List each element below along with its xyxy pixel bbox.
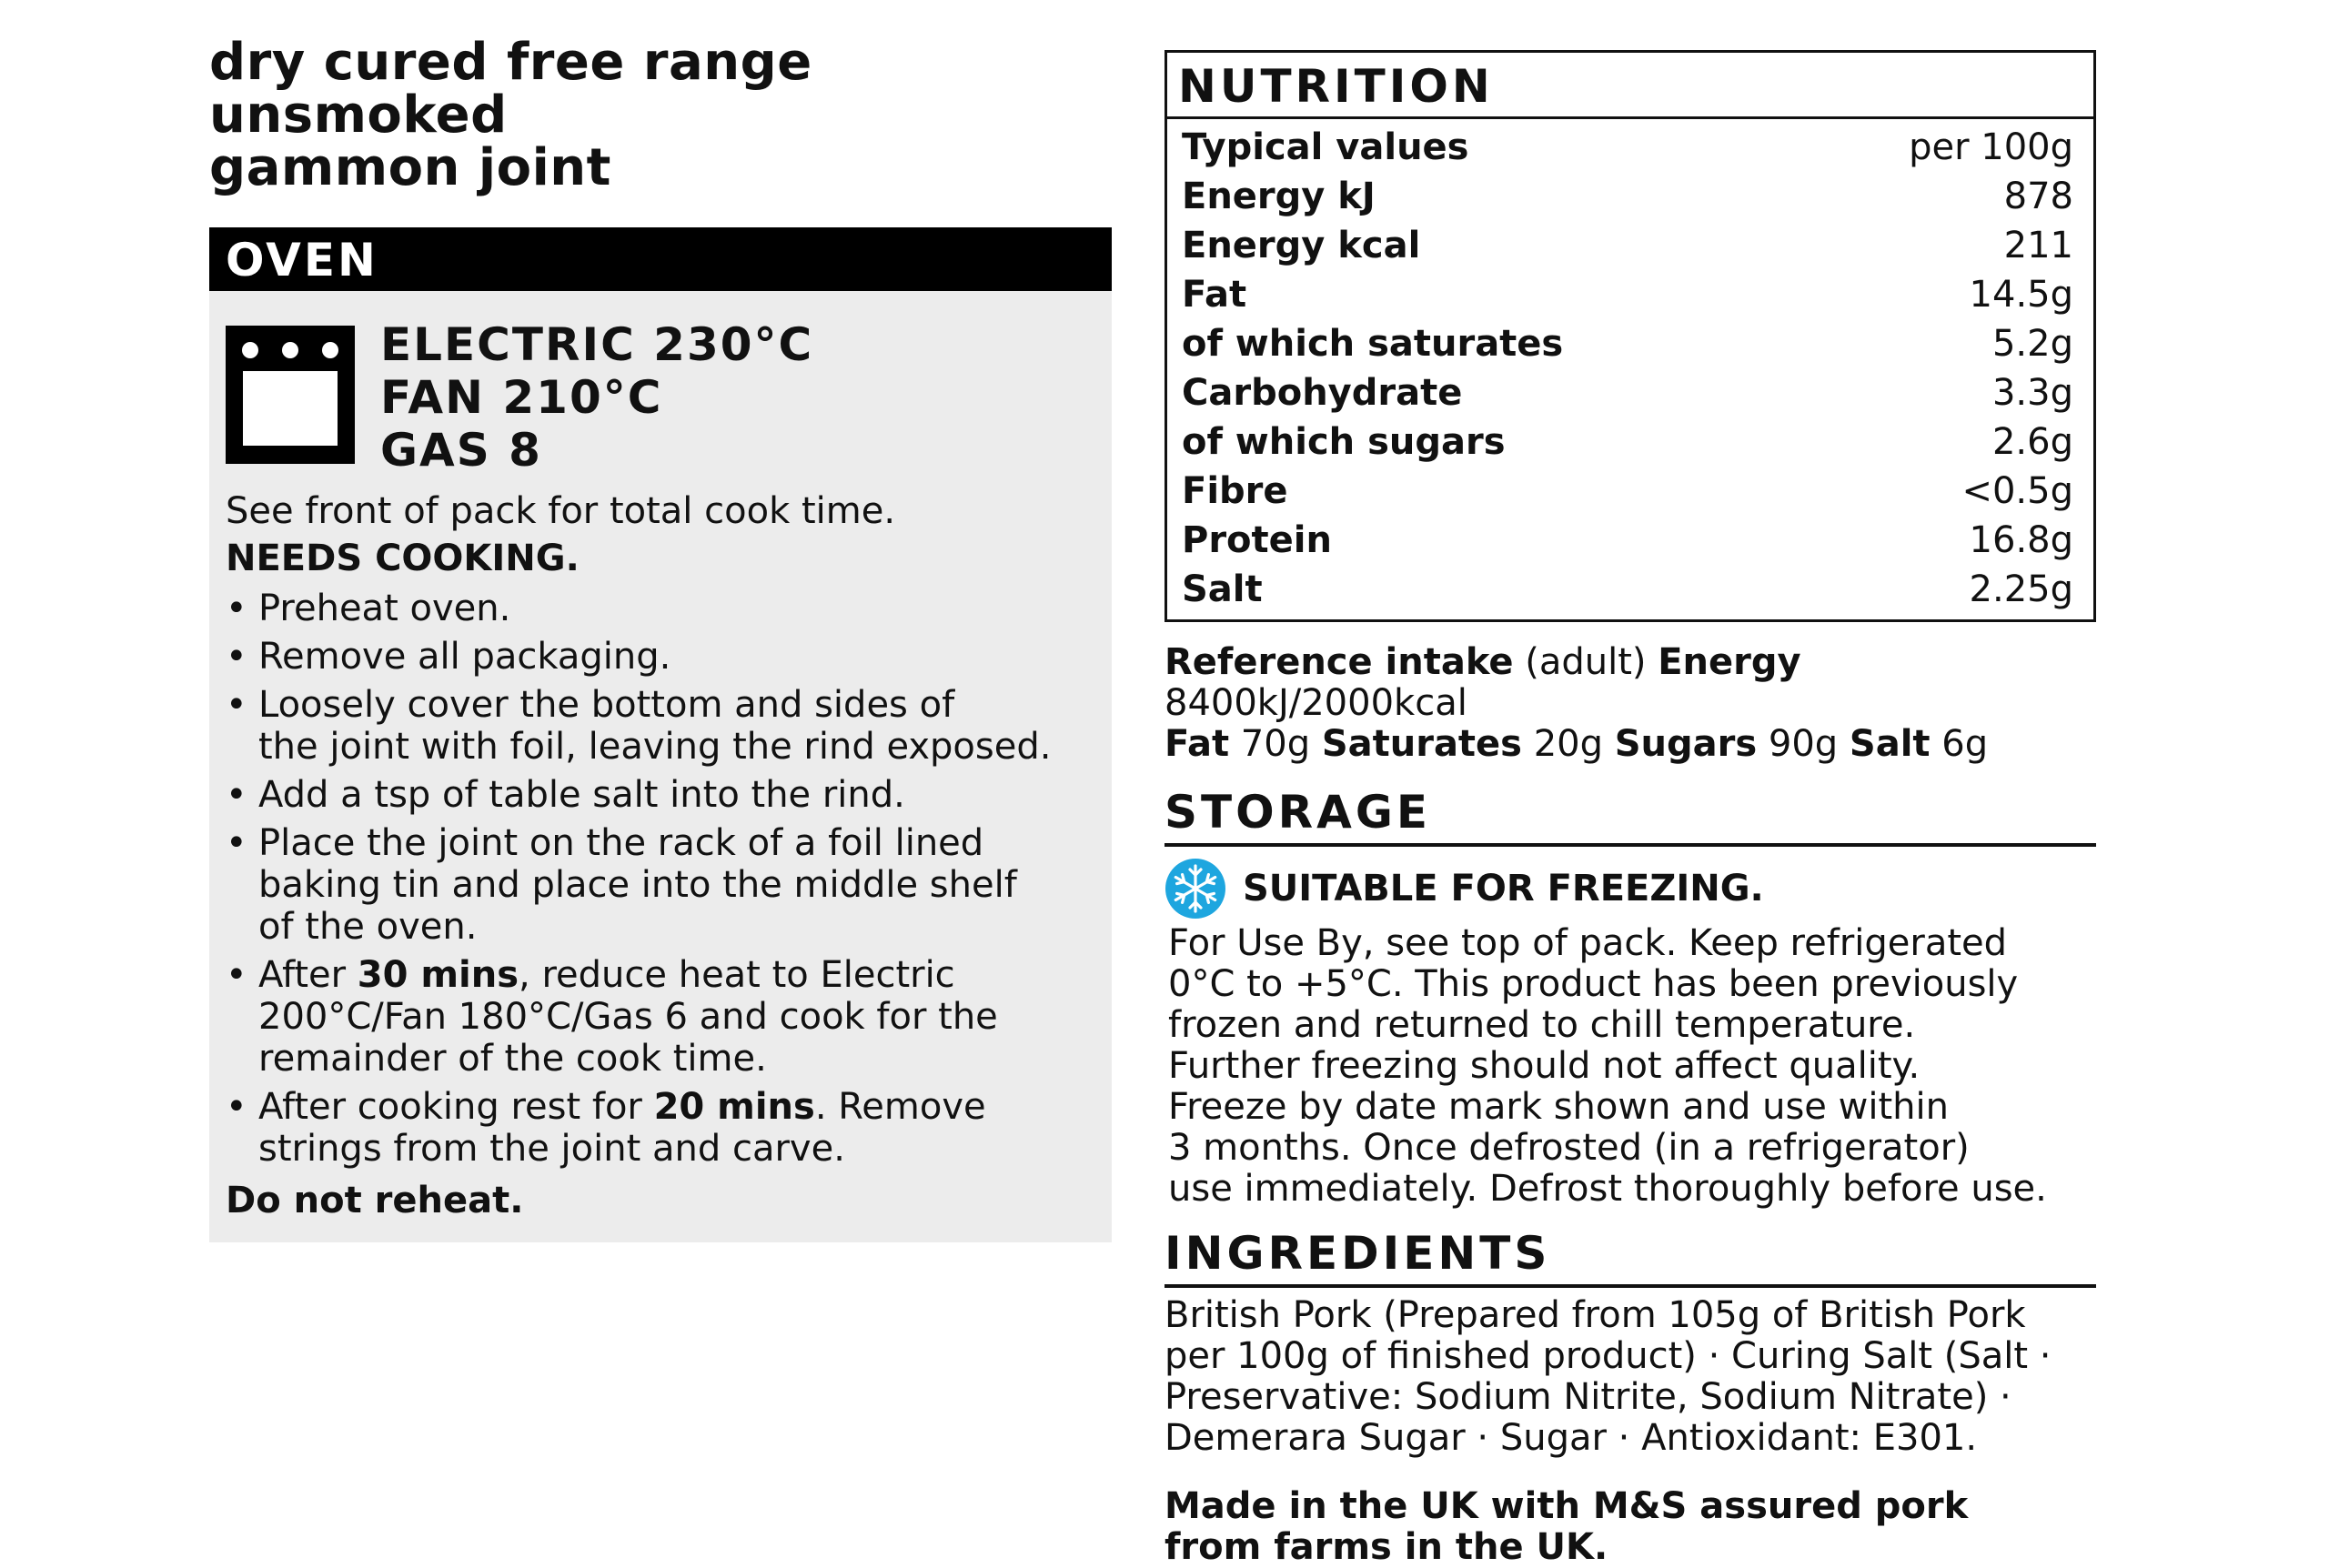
do-not-reheat-warning: Do not reheat.	[226, 1180, 524, 1221]
nutrition-table	[1167, 123, 2093, 614]
suitable-for-freezing-label: SUITABLE FOR FREEZING.	[1243, 868, 1764, 910]
title-line-2: gammon joint	[209, 138, 611, 197]
title-line-1: dry cured free range unsmoked	[209, 33, 812, 145]
reference-intake: Reference intake (adult) Energy 8400kJ/2000kcal Fat 70g Saturates 20g Sugars 90g Salt 6g	[1164, 641, 1989, 765]
oven-heading: OVEN	[209, 227, 1112, 291]
nutrition-row-saturates: of which saturates 5.2g	[1182, 323, 2073, 365]
oven-instructions-panel	[209, 291, 1112, 1242]
right-column	[1164, 50, 2096, 1568]
storage-instructions: For Use By, see top of pack. Keep refrigerated 0°C to +5°C. This product has been previously frozen and returned to chill temperature. Further freezing should not affect quality. Freeze by date mark shown and use within 3 months. Once defrosted (in a refrigerator) use immediately. Defrost thoroughly before use.	[1168, 922, 2047, 1210]
cooking-step: • Place the joint on the rack of a foil lined baking tin and place into the middle shelf of the oven.	[226, 822, 1090, 948]
nutrition-panel	[1164, 50, 2096, 622]
nutrition-row-salt: Salt 2.25g	[1182, 568, 2073, 610]
nutrition-row-protein: Protein 16.8g	[1182, 519, 2073, 561]
cooking-step: • After cooking rest for 20 mins. Remove strings from the joint and carve.	[226, 1086, 1090, 1170]
nutrition-row-fibre: Fibre <0.5g	[1182, 470, 2073, 512]
oven-temperatures-block	[226, 318, 1090, 477]
oven-icon	[226, 326, 355, 464]
origin-statement: Made in the UK with M&S assured pork from farms in the UK.	[1164, 1485, 1969, 1568]
cooking-steps	[226, 588, 1090, 1170]
cook-time-note: See front of pack for total cook time.	[226, 490, 896, 532]
nutrition-row-carbohydrate: Carbohydrate 3.3g	[1182, 372, 2073, 414]
storage-heading: STORAGE	[1164, 785, 2096, 847]
oven-temperatures	[380, 318, 813, 477]
nutrition-heading: NUTRITION	[1167, 53, 2093, 119]
left-column	[209, 33, 1112, 1242]
nutrition-row-typical-values: Typical values per 100g	[1182, 126, 2073, 168]
electric-temperature: ELECTRIC 230°C	[380, 318, 814, 371]
snowflake-icon	[1164, 858, 1226, 920]
nutrition-row-fat: Fat 14.5g	[1182, 274, 2073, 316]
ingredients-list: British Pork (Prepared from 105g of British Pork per 100g of finished product) · Curing Salt (Salt · Preservative: Sodium Nitrite, Sodium Nitrate) · Demerara Sugar · Sugar · Antioxidant: E301.	[1164, 1294, 2052, 1459]
ingredients-heading: INGREDIENTS	[1164, 1226, 2096, 1288]
cooking-step: • After 30 mins, reduce heat to Electric 200°C/Fan 180°C/Gas 6 and cook for the remainder of the cook time.	[226, 954, 1090, 1080]
freezing-suitability	[1164, 858, 2096, 920]
cooking-step: • Loosely cover the bottom and sides of the joint with foil, leaving the rind exposed.	[226, 684, 1090, 768]
cooking-step: • Preheat oven.	[226, 588, 1090, 629]
nutrition-row-energy-kj: Energy kJ 878	[1182, 176, 2073, 217]
cooking-step: • Add a tsp of table salt into the rind.	[226, 774, 1090, 816]
cooking-step: • Remove all packaging.	[226, 636, 1090, 678]
nutrition-row-energy-kcal: Energy kcal 211	[1182, 225, 2073, 266]
product-title	[209, 33, 1112, 197]
needs-cooking-label: NEEDS COOKING.	[226, 538, 580, 579]
gas-mark: GAS 8	[380, 424, 542, 477]
fan-temperature: FAN 210°C	[380, 371, 663, 424]
nutrition-row-sugars: of which sugars 2.6g	[1182, 421, 2073, 463]
